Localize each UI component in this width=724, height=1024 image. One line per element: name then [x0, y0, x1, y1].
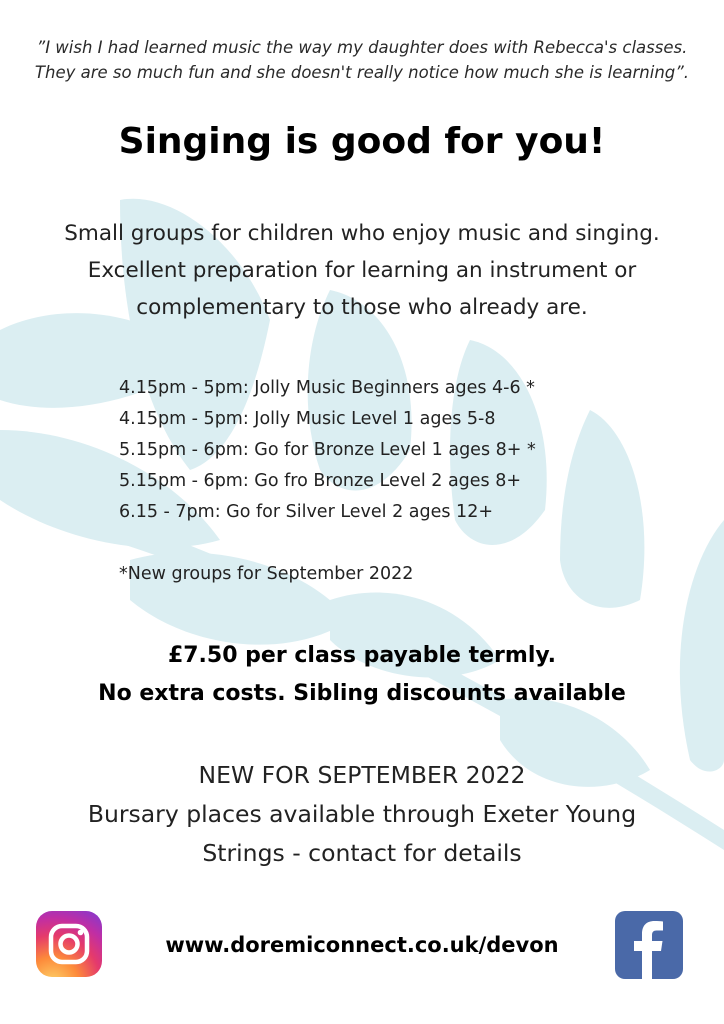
class-schedule — [119, 373, 679, 528]
schedule-item: 5.15pm - 6pm: Go for Bronze Level 1 ages 8+ * — [119, 440, 536, 460]
pricing-line-1: £7.50 per class payable termly. — [167, 643, 557, 668]
facebook-icon[interactable] — [615, 911, 683, 979]
schedule-item: 4.15pm - 5pm: Jolly Music Beginners ages 4-6 * — [119, 378, 535, 398]
bursary-info — [0, 756, 724, 873]
quote-line-1: ”I wish I had learned music the way my daughter does with Rebecca's classes. — [36, 38, 688, 57]
intro-line-3: complementary to those who already are. — [136, 295, 588, 320]
schedule-item: 4.15pm - 5pm: Jolly Music Level 1 ages 5-8 — [119, 409, 496, 429]
page-title: Singing is good for you! — [118, 121, 606, 162]
pricing-info — [0, 637, 724, 713]
bursary-line-2: Bursary places available through Exeter Young — [87, 800, 637, 828]
pricing-line-2: No extra costs. Sibling discounts available — [98, 681, 626, 706]
intro-paragraph — [0, 215, 724, 326]
testimonial-quote — [0, 35, 724, 85]
schedule-item: 5.15pm - 6pm: Go fro Bronze Level 2 ages 8+ — [119, 471, 522, 491]
quote-line-2: They are so much fun and she doesn't really notice how much she is learning”. — [34, 63, 690, 82]
website-link[interactable]: www.doremiconnect.co.uk/devon — [165, 933, 559, 957]
schedule-item: 6.15 - 7pm: Go for Silver Level 2 ages 12+ — [119, 502, 493, 522]
bursary-line-3: Strings - contact for details — [202, 839, 522, 867]
intro-line-2: Excellent preparation for learning an instrument or — [87, 258, 637, 283]
bursary-line-1: NEW FOR SEPTEMBER 2022 — [198, 761, 526, 789]
intro-line-1: Small groups for children who enjoy music and singing. — [64, 221, 660, 246]
new-groups-note: *New groups for September 2022 — [119, 564, 414, 584]
